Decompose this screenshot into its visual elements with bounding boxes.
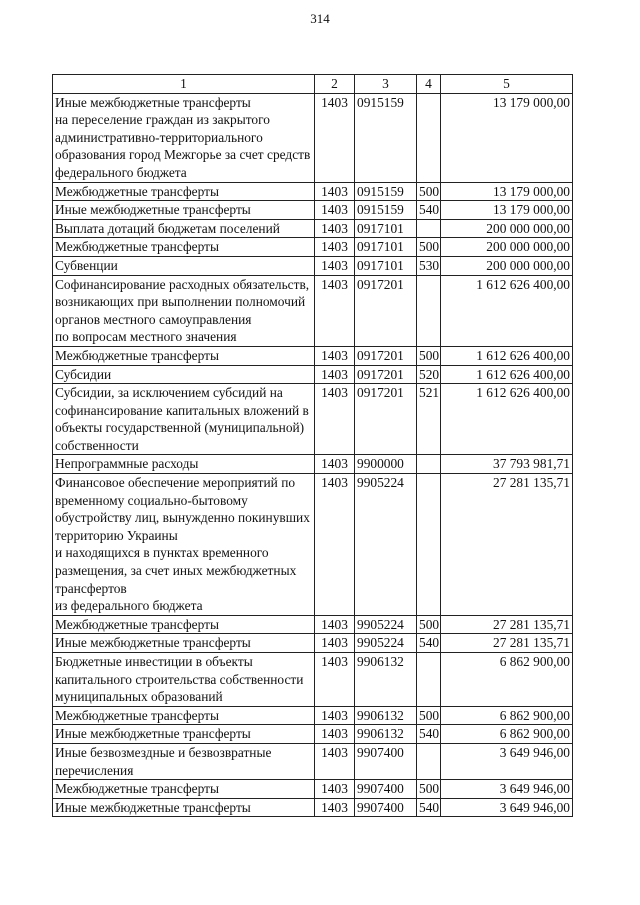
header-col-1: 1 (53, 75, 315, 94)
row-section-cell: 1403 (315, 743, 355, 779)
table-body (53, 93, 573, 817)
table-row (53, 384, 573, 455)
row-name-cell: Межбюджетные трансферты (53, 182, 315, 201)
row-amount-cell: 1 612 626 400,00 (441, 365, 573, 384)
table-row (53, 275, 573, 346)
row-code-cell: 0917201 (355, 346, 417, 365)
row-code-cell: 9906132 (355, 653, 417, 707)
row-name-cell: Субсидии, за исключением субсидий на софинансирование капитальных вложений в объекты государственной (муниципальной) собственности (53, 384, 315, 455)
page-number: 314 (310, 11, 330, 26)
row-name-cell: Выплата дотаций бюджетам поселений (53, 219, 315, 238)
row-code-cell: 9906132 (355, 725, 417, 744)
table-row (53, 455, 573, 474)
row-section-cell: 1403 (315, 275, 355, 346)
table-row (53, 725, 573, 744)
row-section-cell: 1403 (315, 780, 355, 799)
row-amount-cell: 1 612 626 400,00 (441, 384, 573, 455)
row-amount-cell: 13 179 000,00 (441, 201, 573, 220)
row-type-cell: 500 (417, 346, 441, 365)
row-amount-cell: 3 649 946,00 (441, 798, 573, 817)
row-amount-cell: 6 862 900,00 (441, 706, 573, 725)
row-amount-cell: 1 612 626 400,00 (441, 346, 573, 365)
table-header (53, 75, 573, 94)
row-type-cell (417, 474, 441, 616)
row-section-cell: 1403 (315, 365, 355, 384)
row-section-cell: 1403 (315, 93, 355, 182)
row-section-cell: 1403 (315, 346, 355, 365)
row-type-cell: 521 (417, 384, 441, 455)
row-amount-cell: 3 649 946,00 (441, 780, 573, 799)
row-name-cell: Межбюджетные трансферты (53, 238, 315, 257)
row-type-cell (417, 219, 441, 238)
row-type-cell (417, 93, 441, 182)
row-code-cell: 0915159 (355, 201, 417, 220)
row-name-cell: Иные межбюджетные трансферты (53, 725, 315, 744)
row-code-cell: 0917201 (355, 275, 417, 346)
row-section-cell: 1403 (315, 256, 355, 275)
table-row (53, 93, 573, 182)
row-section-cell: 1403 (315, 706, 355, 725)
row-name-cell: Иные межбюджетные трансферты (53, 634, 315, 653)
row-code-cell: 0917201 (355, 384, 417, 455)
table-row (53, 653, 573, 707)
row-name-cell: Субсидии (53, 365, 315, 384)
row-type-cell: 500 (417, 706, 441, 725)
row-code-cell: 9905224 (355, 634, 417, 653)
row-amount-cell: 27 281 135,71 (441, 634, 573, 653)
row-section-cell: 1403 (315, 455, 355, 474)
row-amount-cell: 1 612 626 400,00 (441, 275, 573, 346)
table-row (53, 346, 573, 365)
row-type-cell (417, 455, 441, 474)
row-section-cell: 1403 (315, 182, 355, 201)
row-name-cell: Межбюджетные трансферты (53, 780, 315, 799)
row-type-cell: 520 (417, 365, 441, 384)
table-row (53, 706, 573, 725)
row-section-cell: 1403 (315, 219, 355, 238)
row-type-cell: 530 (417, 256, 441, 275)
row-amount-cell: 200 000 000,00 (441, 238, 573, 257)
row-code-cell: 9905224 (355, 474, 417, 616)
row-section-cell: 1403 (315, 634, 355, 653)
row-amount-cell: 13 179 000,00 (441, 93, 573, 182)
row-code-cell: 0915159 (355, 93, 417, 182)
row-name-cell: Иные межбюджетные трансферты на переселение граждан из закрытого административно-территориального образования город Межгорье за счет средств федерального бюджета (53, 93, 315, 182)
row-section-cell: 1403 (315, 653, 355, 707)
row-code-cell: 9906132 (355, 706, 417, 725)
table-row (53, 615, 573, 634)
table-row (53, 182, 573, 201)
row-type-cell (417, 653, 441, 707)
row-code-cell: 9907400 (355, 780, 417, 799)
row-type-cell: 540 (417, 201, 441, 220)
row-type-cell (417, 275, 441, 346)
row-name-cell: Непрограммные расходы (53, 455, 315, 474)
row-amount-cell: 200 000 000,00 (441, 219, 573, 238)
table-row (53, 780, 573, 799)
row-type-cell: 540 (417, 725, 441, 744)
row-type-cell (417, 743, 441, 779)
row-amount-cell: 3 649 946,00 (441, 743, 573, 779)
row-name-cell: Иные безвозмездные и безвозвратные перечисления (53, 743, 315, 779)
row-type-cell: 500 (417, 615, 441, 634)
table-row (53, 238, 573, 257)
row-name-cell: Иные межбюджетные трансферты (53, 201, 315, 220)
header-col-4: 4 (417, 75, 441, 94)
row-code-cell: 0917101 (355, 219, 417, 238)
row-type-cell: 540 (417, 798, 441, 817)
row-code-cell: 9907400 (355, 798, 417, 817)
row-name-cell: Межбюджетные трансферты (53, 615, 315, 634)
table-row (53, 634, 573, 653)
row-section-cell: 1403 (315, 615, 355, 634)
row-type-cell: 500 (417, 182, 441, 201)
header-col-3: 3 (355, 75, 417, 94)
row-name-cell: Финансовое обеспечение мероприятий по временному социально-бытовому обустройству лиц, вынужденно покинувших территорию Украины и находящихся в пунктах временного размещения, за счет иных межбюджетных трансфертов из федерального бюджета (53, 474, 315, 616)
table-row (53, 365, 573, 384)
row-amount-cell: 27 281 135,71 (441, 615, 573, 634)
table-row (53, 256, 573, 275)
row-section-cell: 1403 (315, 201, 355, 220)
row-amount-cell: 13 179 000,00 (441, 182, 573, 201)
table-row (53, 474, 573, 616)
row-code-cell: 0917101 (355, 256, 417, 275)
row-type-cell: 500 (417, 780, 441, 799)
row-code-cell: 9900000 (355, 455, 417, 474)
row-code-cell: 9905224 (355, 615, 417, 634)
row-amount-cell: 6 862 900,00 (441, 725, 573, 744)
row-section-cell: 1403 (315, 725, 355, 744)
row-section-cell: 1403 (315, 474, 355, 616)
table-row (53, 798, 573, 817)
table-row (53, 743, 573, 779)
row-name-cell: Субвенции (53, 256, 315, 275)
row-name-cell: Межбюджетные трансферты (53, 346, 315, 365)
row-section-cell: 1403 (315, 238, 355, 257)
row-name-cell: Бюджетные инвестиции в объекты капитального строительства собственности муниципальных образований (53, 653, 315, 707)
row-amount-cell: 6 862 900,00 (441, 653, 573, 707)
header-col-2: 2 (315, 75, 355, 94)
row-code-cell: 0917101 (355, 238, 417, 257)
row-section-cell: 1403 (315, 384, 355, 455)
row-code-cell: 0915159 (355, 182, 417, 201)
row-name-cell: Софинансирование расходных обязательств, возникающих при выполнении полномочий органов местного самоуправления по вопросам местного значения (53, 275, 315, 346)
row-amount-cell: 37 793 981,71 (441, 455, 573, 474)
row-name-cell: Иные межбюджетные трансферты (53, 798, 315, 817)
header-col-5: 5 (441, 75, 573, 94)
budget-table (52, 74, 573, 817)
row-type-cell: 500 (417, 238, 441, 257)
row-type-cell: 540 (417, 634, 441, 653)
row-name-cell: Межбюджетные трансферты (53, 706, 315, 725)
header-row (53, 75, 573, 94)
table-row (53, 201, 573, 220)
row-amount-cell: 200 000 000,00 (441, 256, 573, 275)
row-section-cell: 1403 (315, 798, 355, 817)
row-amount-cell: 27 281 135,71 (441, 474, 573, 616)
row-code-cell: 0917201 (355, 365, 417, 384)
row-code-cell: 9907400 (355, 743, 417, 779)
table-row (53, 219, 573, 238)
